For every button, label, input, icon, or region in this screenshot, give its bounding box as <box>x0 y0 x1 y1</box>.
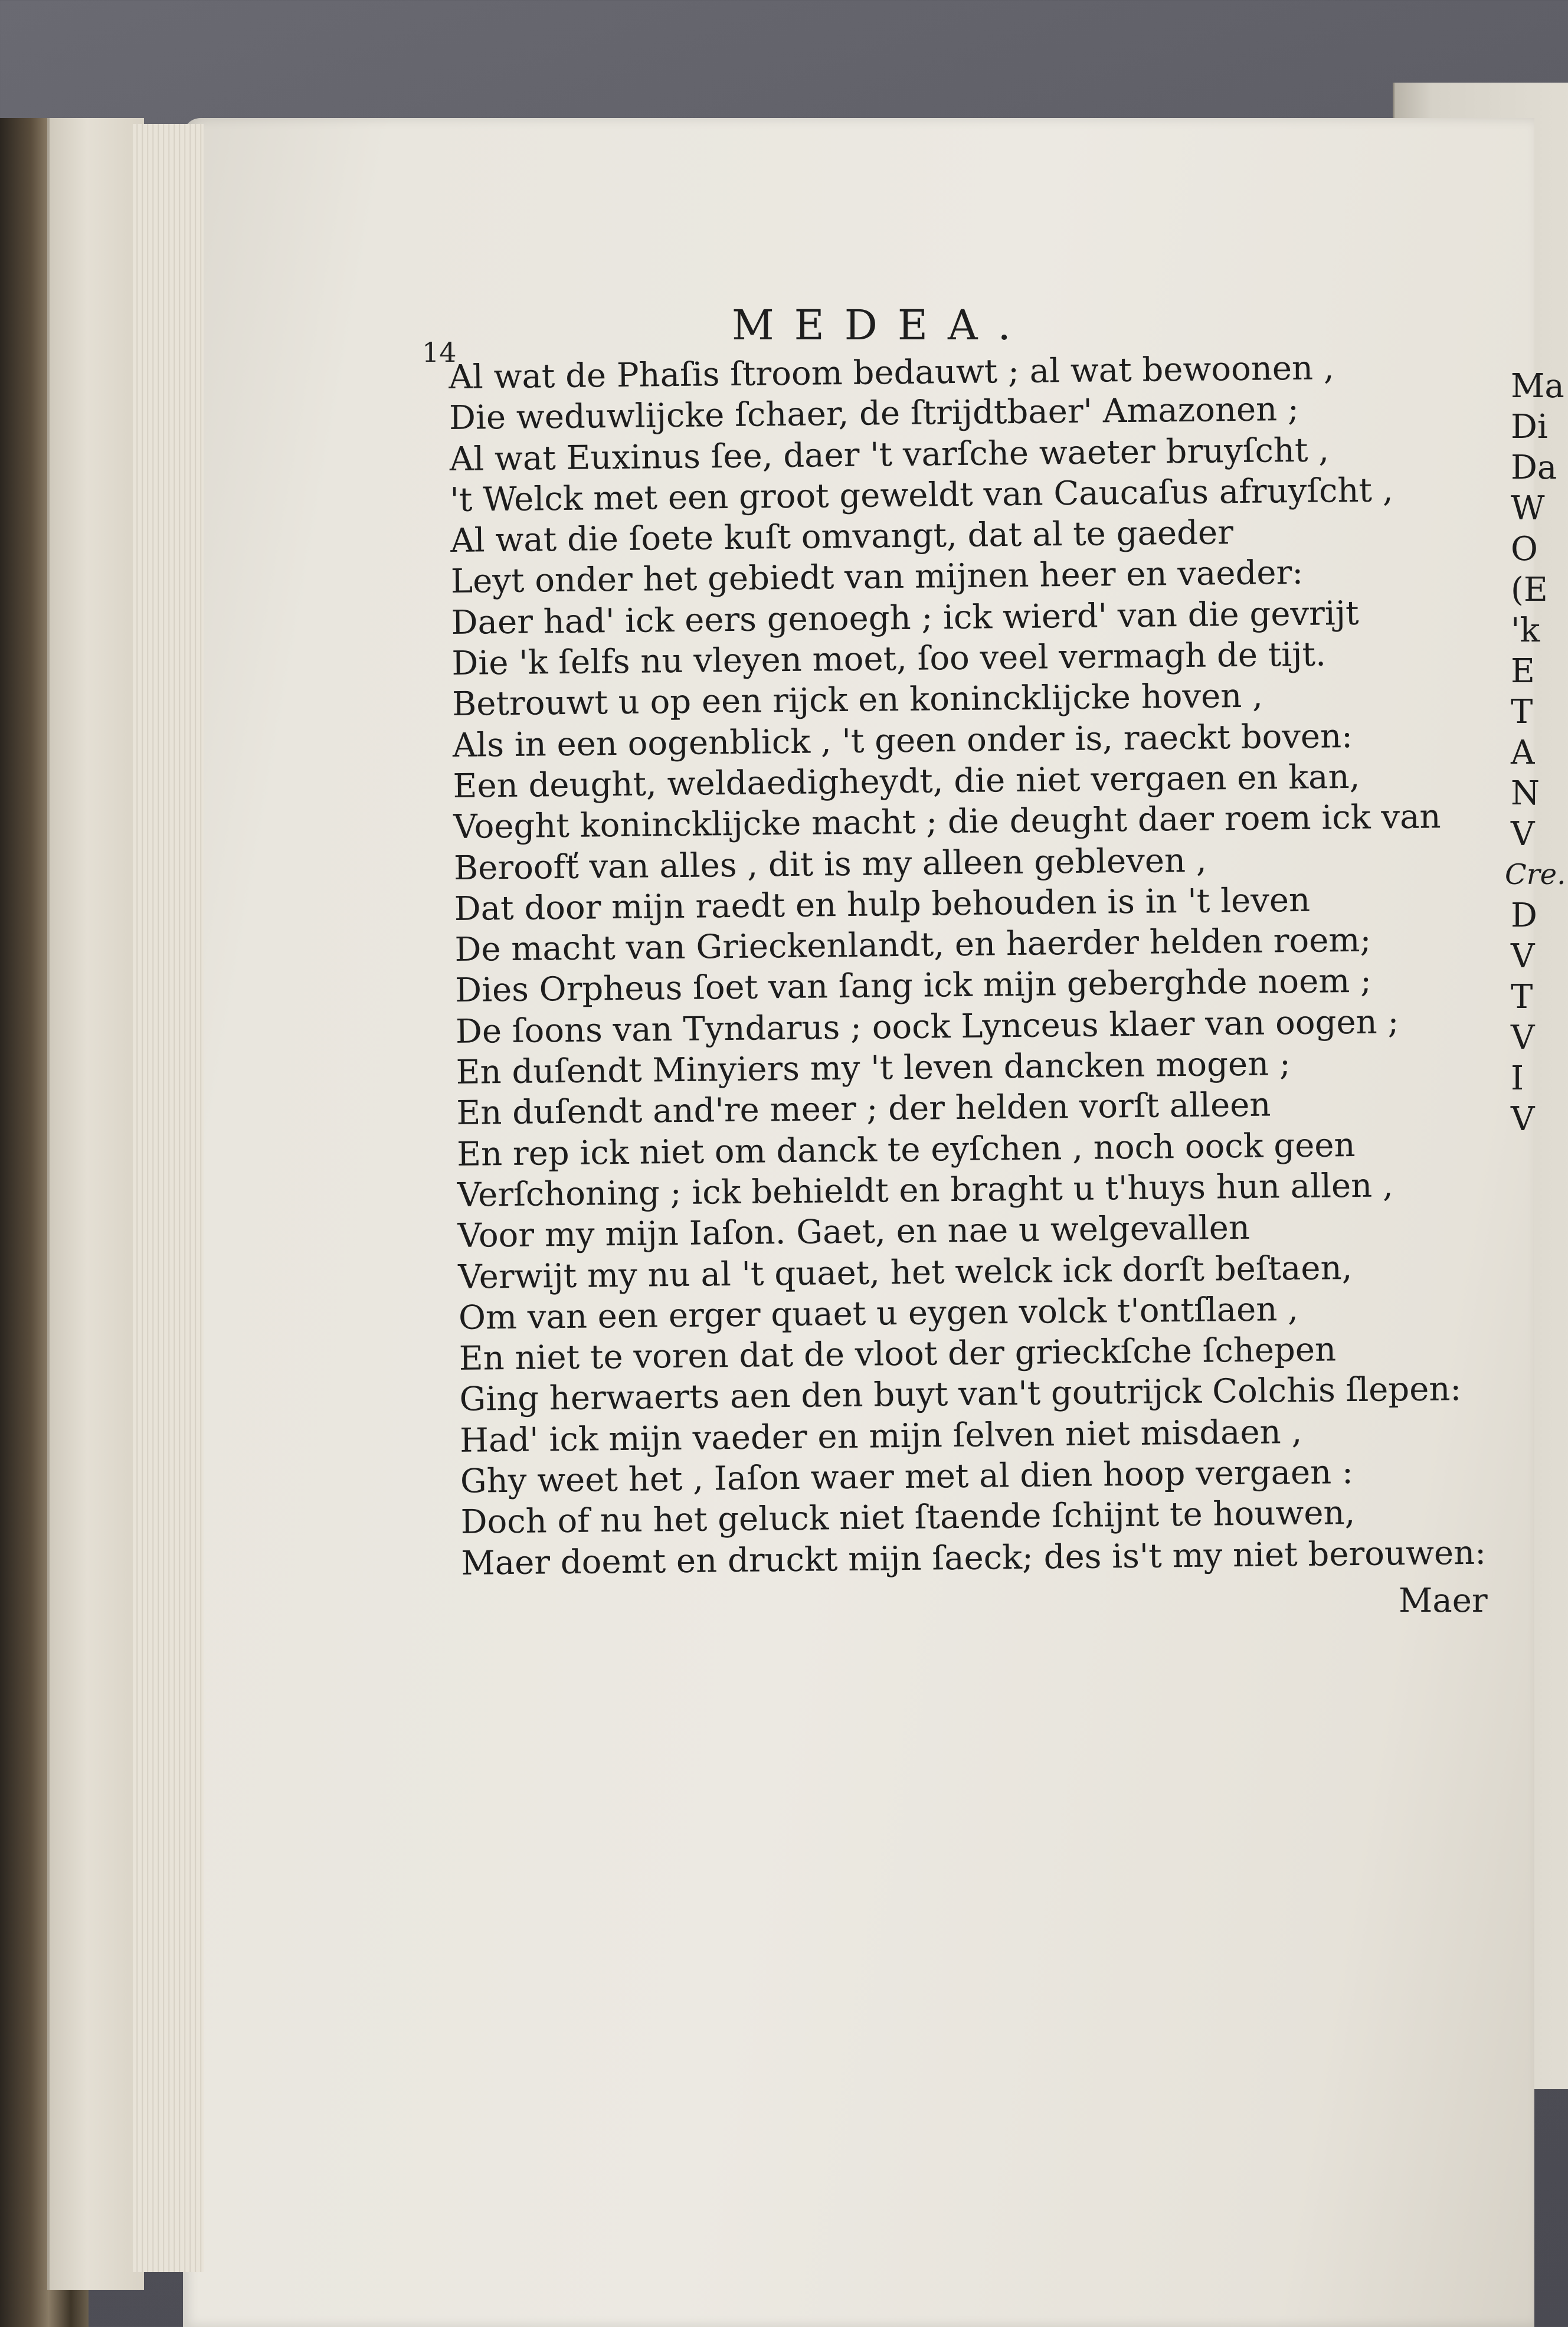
verse-line: Daer had' ick eers genoegh ; ick wierd' van die gevrijt <box>451 594 1359 642</box>
verse-line: Een deught, weldaedigheydt, die niet vergaen en kan, <box>453 757 1360 806</box>
running-head: MEDEA. <box>732 301 1031 349</box>
cover-edge <box>47 118 144 2290</box>
facing-page-fragments <box>1505 366 1566 1140</box>
facing-page-fragment: Da <box>1511 449 1557 487</box>
verse-line: En rep ick niet om danck te eyſchen , noch oock geen <box>456 1125 1356 1174</box>
verse-line: Voeght konincklijcke macht ; die deught daer roem ick van <box>453 797 1441 847</box>
verse-line: Ghy weet het , Iaſon waer met al dien hoop vergaen : <box>460 1453 1354 1501</box>
verse-line: Die 'k ſelfs nu vleyen moet, ſoo veel vermagh de tijt. <box>451 635 1327 683</box>
facing-page-fragment: N <box>1511 774 1540 813</box>
facing-page-fragment: W <box>1511 489 1545 528</box>
verse-line: Betrouwt u op een rijck en konincklijcke hoven , <box>451 676 1263 724</box>
verse-line: Beroofť van alles , dit is my alleen gebleven , <box>453 841 1207 888</box>
verse-line: Die weduwlijcke ſchaer, de ſtrijdtbaer' Amazonen ; <box>449 390 1299 438</box>
verse-line: Verſchoning ; ick behieldt en braght u t'huys hun allen , <box>457 1166 1394 1215</box>
verse-line: En duſendt Minyiers my 't leven dancken mogen ; <box>456 1045 1291 1092</box>
facing-page-fragment: Ma <box>1511 367 1564 405</box>
verse-line: Verwijt my nu al 't quaet, het welck ick dorſt beſtaen, <box>457 1248 1353 1297</box>
facing-page-fragment: T <box>1511 978 1533 1016</box>
facing-page-fragment: V <box>1511 937 1535 976</box>
verse-line: Om van een erger quaet u eygen volck t'ontſlaen , <box>458 1289 1299 1337</box>
facing-page-fragment: V <box>1511 1019 1535 1057</box>
verse-line: Ging herwaerts aen den buyt van't goutrijck Colchis ſlepen: <box>459 1370 1462 1419</box>
verse-line: 't Welck met een groot geweldt van Caucaſus afruyſcht , <box>450 471 1393 519</box>
verse-line: Al wat die ſoete kuſt omvangt, dat al te gaeder <box>450 513 1234 561</box>
verse-block <box>449 346 1512 1583</box>
verse-line: En duſendt and're meer ; der helden vorſt alleen <box>456 1085 1271 1133</box>
page-number: 14 <box>422 336 457 368</box>
verse-line: En niet te voren dat de vloot der grieckſche ſchepen <box>459 1330 1337 1379</box>
facing-page-fragment: E <box>1511 652 1535 690</box>
facing-page-fragment: Di <box>1511 408 1548 446</box>
facing-page-fragment: V <box>1511 1100 1535 1138</box>
verse-line: Als in een oogenblick , 't geen onder is, raeckt boven: <box>452 716 1353 765</box>
verse-line: Voor my mijn Iaſon. Gaet, en nae u welgevallen <box>457 1209 1251 1256</box>
facing-page-fragment: V <box>1511 815 1535 853</box>
verse-line: Dies Orpheus ſoet van ſang ick mijn geberghde noem ; <box>454 962 1372 1010</box>
facing-page-fragment: I <box>1511 1059 1524 1098</box>
facing-page-fragment: A <box>1511 734 1535 772</box>
facing-page-fragment: O <box>1511 530 1538 568</box>
verse-line: De macht van Grieckenlandt, en haerder helden roem; <box>454 921 1371 970</box>
verse-line: Al wat de Phaſis ſtroom bedauwt ; al wat bewoonen , <box>449 349 1334 397</box>
verse-line: Maer doemt en druckt mijn ſaeck; des is't my niet berouwen: <box>461 1533 1487 1583</box>
facing-page-fragment: D <box>1511 896 1537 935</box>
catchword: Maer <box>1399 1582 1488 1620</box>
page-stack <box>133 124 204 2272</box>
verse-line: Dat door mijn raedt en hulp behouden is in 't leven <box>454 881 1311 928</box>
facing-page-fragment: (E <box>1511 571 1548 609</box>
facing-page-fragment: 'k <box>1511 611 1540 650</box>
facing-page-fragment: T <box>1511 693 1533 731</box>
verse-line: Al wat Euxinus ſee, daer 't varſche waeter bruyſcht , <box>449 430 1330 479</box>
facing-page-fragment: Cre. <box>1505 858 1566 891</box>
verse-line: De ſoons van Tyndarus ; oock Lynceus klaer van oogen ; <box>455 1002 1399 1051</box>
verse-line: Doch of nu het geluck niet ſtaende ſchijnt te houwen, <box>460 1494 1356 1542</box>
verse-line: Had' ick mijn vaeder en mijn ſelven niet misdaen , <box>459 1412 1302 1460</box>
verse-line: Leyt onder het gebiedt van mijnen heer en vaeder: <box>450 554 1304 601</box>
